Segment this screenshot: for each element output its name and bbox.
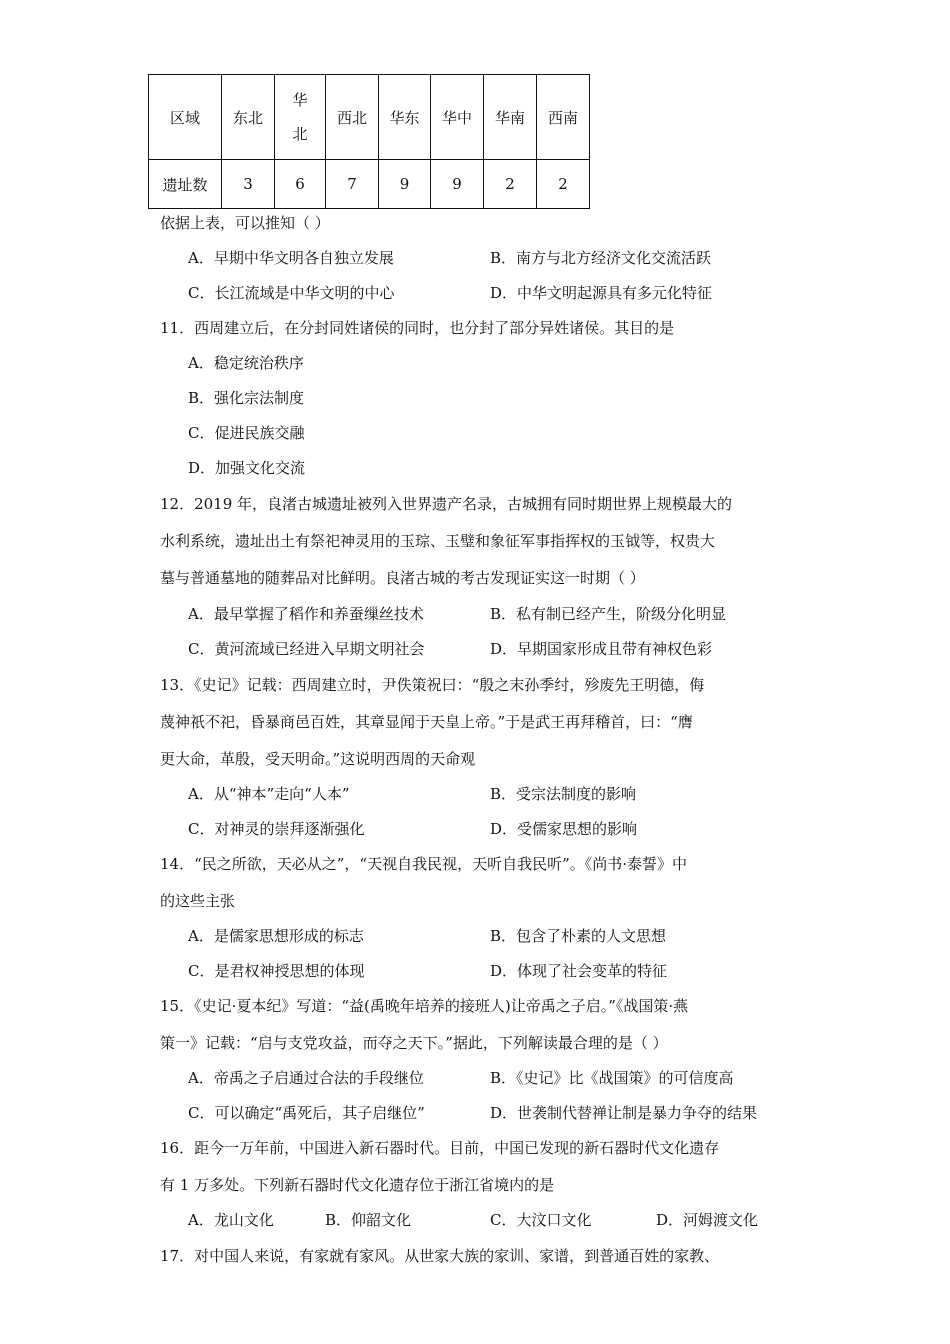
question-12-stem-line-3: 墓与普通墓地的随葬品对比鲜明。良渚古城的考古发现证实这一时期（ ） <box>160 569 645 587</box>
question-12-option-c: C．黄河流域已经进入早期文明社会 <box>188 640 425 658</box>
table-cell: 西南 <box>537 75 590 160</box>
table-cell: 西北 <box>326 75 379 160</box>
question-11-option-a: A．稳定统治秩序 <box>188 354 304 372</box>
question-15-option-b: B．《史记》比《战国策》的可信度高 <box>490 1069 734 1087</box>
table-cell: 7 <box>326 160 379 209</box>
question-13-option-a: A．从“神本”走向“人本” <box>188 785 350 803</box>
question-15-option-d: D．世袭制代替禅让制是暴力争夺的结果 <box>490 1104 758 1122</box>
table-cell: 华东 <box>379 75 431 160</box>
question-16-stem-line-1: 16．距今一万年前，中国进入新石器时代。目前，中国已发现的新石器时代文化遗存 <box>160 1139 720 1157</box>
question-13-option-c: C．对神灵的崇拜逐渐强化 <box>188 820 365 838</box>
table-cell: 9 <box>431 160 484 209</box>
question-10-option-b: B．南方与北方经济文化交流活跃 <box>490 249 712 267</box>
question-14-option-b: B．包含了朴素的人文思想 <box>490 927 667 945</box>
question-15-option-a: A．帝禹之子启通过合法的手段继位 <box>188 1069 424 1087</box>
question-16-option-c: C．大汶口文化 <box>490 1211 592 1229</box>
question-14-stem-line-2: 的这些主张 <box>160 892 236 910</box>
question-16-option-a: A．龙山文化 <box>188 1211 274 1229</box>
table-cell: 华南 <box>484 75 537 160</box>
question-13-stem-line-1: 13．《史记》记载：西周建立时，尹佚策祝曰：“殷之末孙季纣，殄废先王明德，侮 <box>160 676 705 694</box>
table-cell: 东北 <box>222 75 275 160</box>
question-12-option-b: B．私有制已经产生，阶级分化明显 <box>490 605 727 623</box>
table-cell-text: 华北 <box>292 91 308 143</box>
question-11-option-b: B．强化宗法制度 <box>188 389 305 407</box>
table-cell: 区域 <box>149 75 222 160</box>
table-cell <box>275 75 326 160</box>
question-15-option-c: C．可以确定“禹死后，其子启继位” <box>188 1104 425 1122</box>
question-12-stem-line-2: 水利系统，遗址出土有祭祀神灵用的玉琮、玉璧和象征军事指挥权的玉钺等，权贵大 <box>160 532 716 550</box>
region-site-table <box>148 74 590 209</box>
question-15-stem-line-1: 15．《史记·夏本纪》写道：“益(禹晚年培养的接班人)让帝禹之子启。”《战国策·燕 <box>160 997 689 1015</box>
question-11-stem: 11．西周建立后，在分封同姓诸侯的同时，也分封了部分异姓诸侯。其目的是 <box>160 319 675 337</box>
question-14-option-d: D．体现了社会变革的特征 <box>490 962 668 980</box>
table-cell: 2 <box>537 160 590 209</box>
question-11-option-c: C．促进民族交融 <box>188 424 305 442</box>
question-12-option-a: A．最早掌握了稻作和养蚕缫丝技术 <box>188 605 424 623</box>
question-10-stem: 依据上表，可以推知（ ） <box>160 214 330 232</box>
table-row <box>149 160 590 209</box>
question-10-option-d: D．中华文明起源具有多元化特征 <box>490 284 713 302</box>
question-12-stem-line-1: 12．2019 年，良渚古城遗址被列入世界遗产名录，古城拥有同时期世界上规模最大的 <box>160 495 733 513</box>
table-cell: 3 <box>222 160 275 209</box>
question-13-stem-line-2: 蔑神祇不祀，昏暴商邑百姓，其章显闻于天皇上帝。”于是武王再拜稽首，曰：“膺 <box>160 713 693 731</box>
question-13-option-b: B．受宗法制度的影响 <box>490 785 637 803</box>
question-14-option-c: C．是君权神授思想的体现 <box>188 962 365 980</box>
question-11-option-d: D．加强文化交流 <box>188 459 306 477</box>
question-13-option-d: D．受儒家思想的影响 <box>490 820 638 838</box>
table-cell: 华中 <box>431 75 484 160</box>
table-row-label: 遗址数 <box>149 160 222 209</box>
table-header-row <box>149 75 590 160</box>
question-10-option-c: C．长江流域是中华文明的中心 <box>188 284 395 302</box>
question-16-stem-line-2: 有 1 万多处。下列新石器时代文化遗存位于浙江省境内的是 <box>160 1176 555 1194</box>
question-14-stem-line-1: 14．“民之所欲，天必从之”，“天视自我民视，天听自我民听”。《尚书·泰誓》中 <box>160 855 688 873</box>
question-13-stem-line-3: 更大命，革殷，受天明命。”这说明西周的天命观 <box>160 750 476 768</box>
question-17-stem-line-1: 17．对中国人来说，有家就有家风。从世家大族的家训、家谱，到普通百姓的家教、 <box>160 1247 720 1265</box>
question-12-option-d: D．早期国家形成且带有神权色彩 <box>490 640 713 658</box>
table-cell: 6 <box>275 160 326 209</box>
table-cell: 9 <box>379 160 431 209</box>
question-16-option-b: B．仰韶文化 <box>325 1211 412 1229</box>
question-16-option-d: D．河姆渡文化 <box>656 1211 759 1229</box>
question-14-option-a: A．是儒家思想形成的标志 <box>188 927 364 945</box>
question-10-option-a: A．早期中华文明各自独立发展 <box>188 249 394 267</box>
table-cell: 2 <box>484 160 537 209</box>
question-15-stem-line-2: 策一》记载：“启与支党攻益，而夺之天下。”据此，下列解读最合理的是（ ） <box>160 1034 668 1052</box>
